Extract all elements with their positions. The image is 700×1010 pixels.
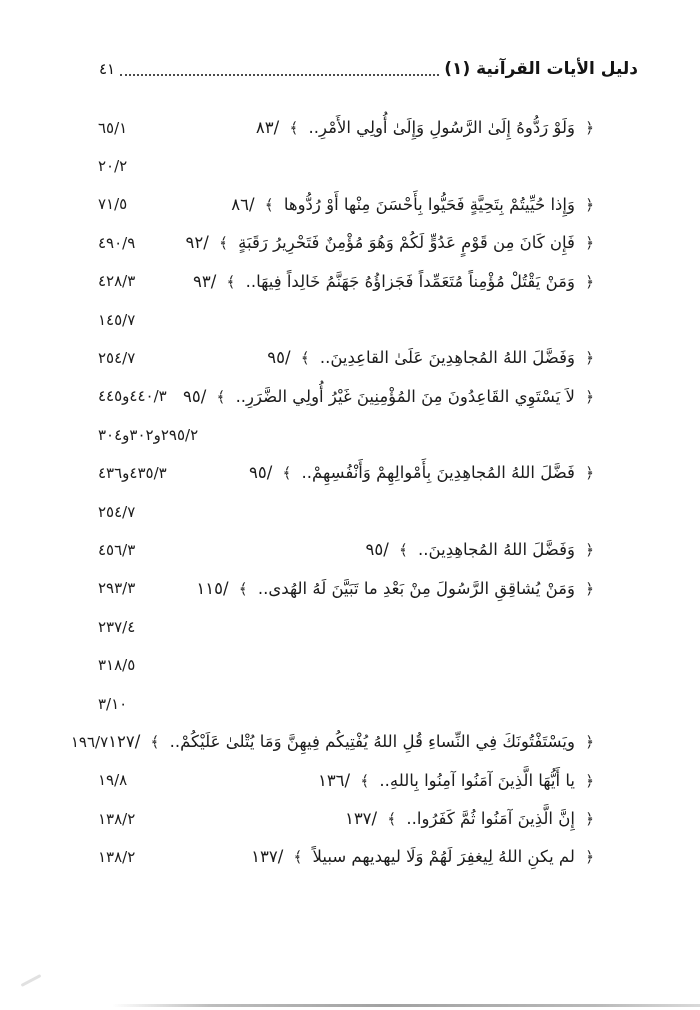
verse-text: وَفَضَّلَ اللهُ المُجاهِدِينَ عَلَىٰ القاعِدِينَ.. bbox=[319, 348, 575, 368]
scan-edge-shadow bbox=[0, 1004, 700, 1007]
verse-citation bbox=[251, 849, 594, 866]
ornate-close-bracket-icon: ﴾ bbox=[387, 809, 397, 828]
volume-page-reference: ٢٩٣/٣ bbox=[98, 579, 136, 598]
index-row bbox=[98, 646, 594, 684]
volume-page-reference: ١٤٥/٧ bbox=[98, 310, 136, 329]
ayah-number: /١٣٧ bbox=[251, 847, 284, 867]
ayah-number: /٩٥ bbox=[365, 540, 389, 560]
index-row bbox=[98, 685, 594, 723]
ornate-open-bracket-icon: ﴿ bbox=[585, 234, 594, 253]
ornate-close-bracket-icon: ﴾ bbox=[399, 541, 408, 560]
ornate-open-bracket-icon: ﴿ bbox=[585, 195, 594, 214]
index-row bbox=[98, 800, 594, 838]
verse-text: لاَ يَسْتَوِي القَاعِدُونَ مِنَ المُؤْمِنِينَ غَيْرُ أُولِي الضَّرَرِ.. bbox=[235, 386, 575, 406]
ornate-open-bracket-icon: ﴿ bbox=[585, 272, 594, 291]
volume-page-reference: ٢٥٤/٧ bbox=[98, 502, 136, 521]
ornate-open-bracket-icon: ﴿ bbox=[585, 733, 594, 752]
volume-page-reference: ١٩٦/٧ bbox=[70, 732, 109, 751]
ayah-number: /١٣٦ bbox=[317, 770, 351, 790]
volume-page-reference: ٤٢٨/٣ bbox=[98, 272, 136, 291]
ayah-number: /٨٣ bbox=[255, 117, 280, 137]
index-row bbox=[98, 455, 594, 493]
ayah-number: /٩٥ bbox=[182, 386, 207, 406]
index-row bbox=[98, 109, 594, 147]
ornate-open-bracket-icon: ﴿ bbox=[585, 118, 594, 137]
index-row bbox=[98, 147, 594, 185]
volume-page-reference: ١٣٨/٢ bbox=[98, 809, 136, 828]
index-row bbox=[98, 608, 594, 646]
verse-citation bbox=[249, 465, 594, 482]
verse-text: يا أَيُّهَا الَّذِينَ آمَنُوا آمِنُوا بِاللهِ.. bbox=[379, 770, 575, 790]
verse-citation bbox=[182, 386, 594, 406]
volume-page-reference: ٧١/٥ bbox=[98, 195, 128, 214]
volume-page-reference: ٢٥٤/٧ bbox=[98, 349, 136, 368]
ayah-number: /٩٢ bbox=[185, 233, 209, 253]
page-header bbox=[99, 58, 638, 81]
index-row bbox=[98, 493, 594, 531]
verse-citation bbox=[196, 578, 594, 598]
verse-citation bbox=[108, 734, 594, 751]
volume-page-reference: ١٩/٨ bbox=[98, 771, 128, 790]
ornate-open-bracket-icon: ﴿ bbox=[585, 809, 594, 828]
verse-text: وَلَوْ رَدُّوهُ إِلَىٰ الرَّسُولِ وَإِلَىٰ أُولِي الأَمْرِ.. bbox=[308, 117, 575, 137]
dotted-leader bbox=[120, 74, 439, 76]
verse-text: وَمَنْ يُشاقِقِ الرَّسُولَ مِنْ بَعْدِ ما تَبَيَّنَ لَهُ الهُدى.. bbox=[257, 578, 575, 598]
ayah-number: /١٢٧ bbox=[108, 732, 141, 752]
ornate-close-bracket-icon: ﴾ bbox=[150, 733, 160, 752]
ornate-close-bracket-icon: ﴾ bbox=[360, 771, 370, 790]
verse-text: فَإِن كَانَ مِن قَوْمٍ عَدُوٍّ لَكُمْ وَهُوَ مُؤْمِنٌ فَتَحْرِيرُ رَقَبَةٍ bbox=[238, 233, 575, 253]
scan-smudge bbox=[21, 974, 42, 987]
ornate-close-bracket-icon: ﴾ bbox=[226, 272, 236, 291]
volume-page-reference: ٦٥/١ bbox=[98, 118, 128, 137]
volume-page-reference: ٣١٨/٥ bbox=[98, 656, 136, 675]
verse-text: ويَسْتَفْتُونَكَ فِي النِّساءِ قُلِ اللهُ يُفْتِيكُم فِيهِنَّ وَمَا يُتْلىٰ عَلَيْكُمْ.. bbox=[169, 732, 575, 752]
index-row bbox=[98, 838, 594, 876]
ornate-open-bracket-icon: ﴿ bbox=[585, 464, 594, 483]
index-row bbox=[98, 531, 594, 569]
volume-page-reference: ٢٩٥/٢و٣٠٢و٣٠٤ bbox=[98, 425, 199, 444]
verse-citation bbox=[186, 235, 594, 252]
ornate-open-bracket-icon: ﴿ bbox=[585, 771, 594, 790]
index-row bbox=[98, 224, 594, 262]
ornate-close-bracket-icon: ﴾ bbox=[289, 118, 299, 137]
ornate-close-bracket-icon: ﴾ bbox=[264, 195, 274, 214]
ornate-open-bracket-icon: ﴿ bbox=[585, 579, 594, 598]
ornate-open-bracket-icon: ﴿ bbox=[585, 387, 594, 406]
ornate-close-bracket-icon: ﴾ bbox=[300, 349, 310, 368]
ornate-close-bracket-icon: ﴾ bbox=[293, 848, 303, 867]
index-row bbox=[98, 570, 594, 608]
volume-page-reference: ٣/١٠ bbox=[98, 694, 128, 713]
verse-citation bbox=[255, 117, 594, 137]
volume-page-reference: ٢٣٧/٤ bbox=[98, 617, 136, 636]
verse-citation bbox=[267, 350, 594, 367]
index-row bbox=[98, 301, 594, 339]
book-title: دليل الأيات القرآنية (١) bbox=[444, 59, 638, 79]
index-row bbox=[98, 416, 594, 454]
verse-text: فَضَّلَ اللهُ المُجاهِدِينَ بِأَمْوالِهِمْ وَأَنْفُسِهِمْ.. bbox=[301, 463, 575, 483]
ornate-open-bracket-icon: ﴿ bbox=[585, 349, 594, 368]
volume-page-reference: ٤٥٦/٣ bbox=[98, 540, 136, 559]
verse-text: إِنَّ الَّذِينَ آمَنُوا ثُمَّ كَفَرُوا.. bbox=[406, 808, 575, 828]
index-row bbox=[70, 723, 594, 761]
index-row bbox=[98, 263, 594, 301]
ayah-number: /٩٥ bbox=[267, 348, 291, 368]
ornate-close-bracket-icon: ﴾ bbox=[216, 387, 226, 406]
ornate-close-bracket-icon: ﴾ bbox=[282, 464, 292, 483]
ornate-open-bracket-icon: ﴿ bbox=[585, 541, 594, 560]
verse-text: لم يكنِ اللهُ لِيغفِرَ لَهُمْ وَلَا ليهديهم سبيلاً bbox=[312, 847, 575, 867]
volume-page-reference: ١٣٨/٢ bbox=[98, 848, 136, 867]
volume-page-reference: ٢٠/٢ bbox=[98, 157, 128, 176]
verse-text: وَفَضَّلَ اللهُ المُجاهِدِينَ.. bbox=[418, 540, 575, 560]
verse-citation bbox=[231, 194, 594, 214]
ayah-number: /٩٣ bbox=[193, 271, 217, 291]
ayah-number: /١١٥ bbox=[196, 578, 229, 598]
verse-citation bbox=[344, 808, 594, 828]
index-row bbox=[98, 762, 594, 800]
index-row bbox=[98, 339, 594, 377]
volume-page-reference: ٤٩٠/٩ bbox=[98, 233, 136, 252]
volume-page-reference: ٤٣٥/٣و٤٣٦ bbox=[98, 464, 167, 483]
verse-citation bbox=[317, 770, 594, 790]
ornate-open-bracket-icon: ﴿ bbox=[585, 848, 594, 867]
volume-page-reference: ٤٤٠/٣و٤٤٥ bbox=[98, 387, 167, 406]
index-row bbox=[98, 186, 594, 224]
verse-citation bbox=[365, 542, 594, 559]
verse-text: وَإِذا حُيِّيتُمْ بِتَحِيَّةٍ فَحَيُّوا بِأَحْسَنَ مِنْها أَوْ رُدُّوها bbox=[283, 194, 575, 214]
ornate-close-bracket-icon: ﴾ bbox=[238, 579, 248, 598]
verse-citation bbox=[193, 271, 594, 291]
ayah-number: /١٣٧ bbox=[344, 808, 378, 828]
ayah-number: /٩٥ bbox=[248, 463, 273, 483]
verse-index-list bbox=[70, 109, 594, 877]
index-row bbox=[98, 378, 594, 416]
ornate-close-bracket-icon: ﴾ bbox=[219, 234, 228, 253]
page-number: ٤١ bbox=[99, 60, 116, 79]
ayah-number: /٨٦ bbox=[231, 194, 255, 214]
verse-text: وَمَنْ يَقْتُلْ مُؤْمِناً مُتَعَمِّداً فَجَزاؤُهُ جَهَنَّمُ خَالِداً فِيهَا.. bbox=[245, 271, 575, 291]
